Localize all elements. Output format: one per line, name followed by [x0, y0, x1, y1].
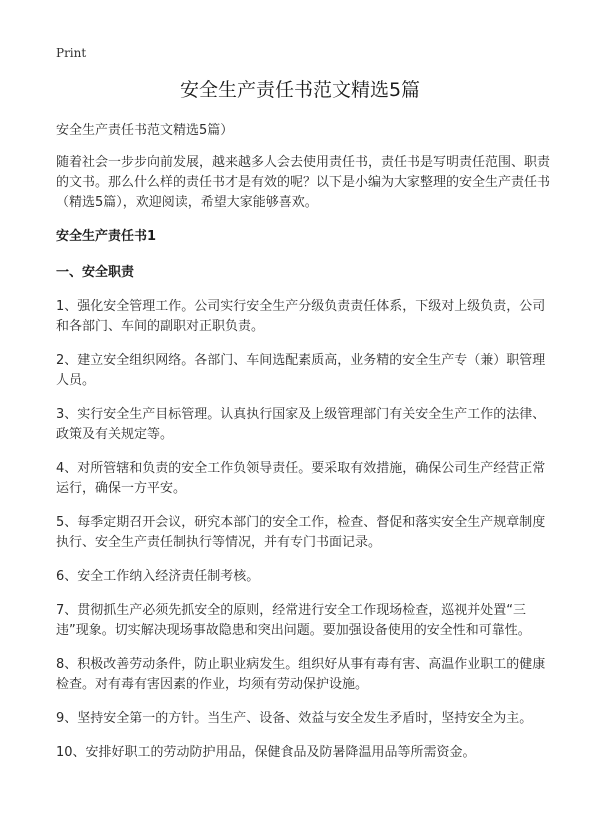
subsection-heading: 一、安全职责 [56, 265, 135, 280]
list-item: 9、坚持安全第一的方针。当生产、设备、效益与安全发生矛盾时，坚持安全为主。 [56, 711, 533, 726]
list-item: 1、强化安全管理工作。公司实行安全生产分级负责责任体系，下级对上级负责，公司和各部门、车间的副职对正职负责。 [56, 299, 546, 334]
page-title: 安全生产责任书范文精选5篇 [179, 79, 421, 101]
list-item: 10、安排好职工的劳动防护用品，保健食品及防暑降温用品等所需资金。 [56, 745, 476, 760]
list-item: 5、每季定期召开会议，研究本部门的安全工作，检查、督促和落实安全生产规章制度执行、安全生产责任制执行等情况，并有专门书面记录。 [56, 515, 546, 550]
list-item: 7、贯彻抓生产必须先抓安全的原则，经常进行安全工作现场检查，巡视并处置“三违”现象。切实解决现场事故隐患和突出问题。要加强设备使用的安全性和可靠性。 [56, 603, 531, 638]
document-body [56, 121, 552, 777]
list-item: 8、积极改善劳动条件，防止职业病发生。组织好从事有毒有害、高温作业职工的健康检查。对有毒有害因素的作业，均须有劳动保护设施。 [56, 657, 546, 692]
list-item: 6、安全工作纳入经济责任制考核。 [56, 569, 260, 584]
list-item: 4、对所管辖和负责的安全工作负领导责任。要采取有效措施，确保公司生产经营正常运行，确保一方平安。 [56, 461, 546, 496]
list-item: 3、实行安全生产目标管理。认真执行国家及上级管理部门有关安全生产工作的法律、政策及有关规定等。 [56, 407, 546, 442]
print-label: Print [56, 46, 87, 60]
section-heading: 安全生产责任书1 [56, 229, 157, 244]
intro-paragraph: 随着社会一步步向前发展，越来越多人会去使用责任书，责任书是写明责任范围、职责的文书。那么什么样的责任书才是有效的呢？以下是小编为大家整理的安全生产责任书（精选5篇），欢迎阅读，希望大家能够喜欢。 [56, 155, 551, 210]
document-subtitle: 安全生产责任书范文精选5篇） [56, 123, 234, 138]
list-item: 2、建立安全组织网络。各部门、车间选配素质高，业务精的安全生产专（兼）职管理人员。 [56, 353, 546, 388]
